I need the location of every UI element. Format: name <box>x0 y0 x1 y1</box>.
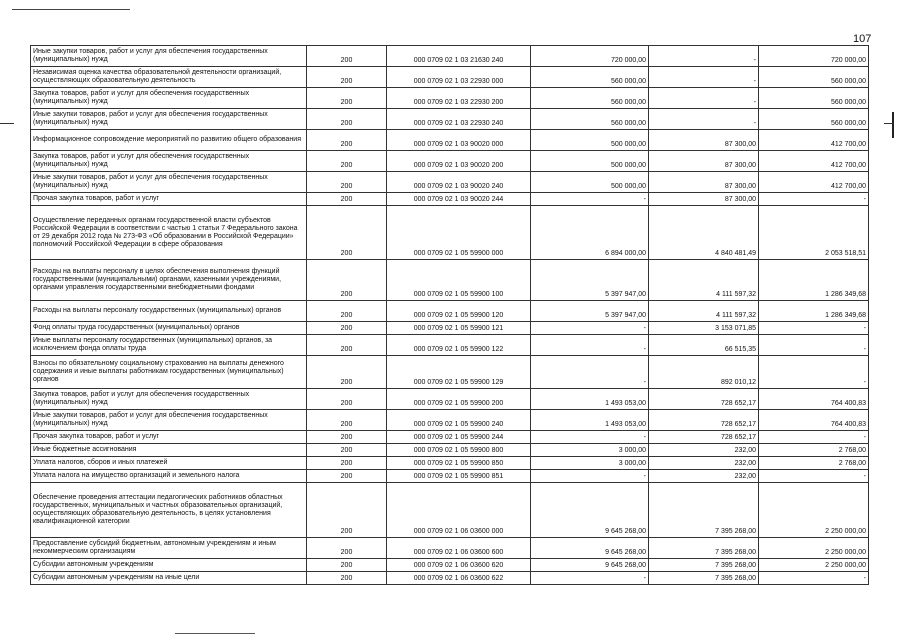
row-admin-code: 200 <box>307 572 387 585</box>
row-approved-amount: - <box>531 356 649 389</box>
margin-mark-right-tick <box>884 123 894 124</box>
row-executed-amount: 7 395 268,00 <box>649 483 759 538</box>
row-approved-amount: 560 000,00 <box>531 88 649 109</box>
row-executed-amount: 87 300,00 <box>649 172 759 193</box>
row-admin-code: 200 <box>307 172 387 193</box>
row-approved-amount: - <box>531 193 649 206</box>
margin-mark-right <box>892 112 894 138</box>
row-unexecuted-amount: 2 250 000,00 <box>759 538 869 559</box>
row-budget-code: 000 0709 02 1 05 59900 120 <box>387 301 531 322</box>
row-name: Иные закупки товаров, работ и услуг для обеспечения государственных (муниципальных) нужд <box>31 172 307 193</box>
row-budget-code: 000 0709 02 1 05 59900 122 <box>387 335 531 356</box>
row-admin-code: 200 <box>307 88 387 109</box>
row-budget-code: 000 0709 02 1 03 22930 240 <box>387 109 531 130</box>
row-approved-amount: 9 645 268,00 <box>531 483 649 538</box>
table-row <box>31 410 869 431</box>
row-name: Фонд оплаты труда государственных (муниципальных) органов <box>31 322 307 335</box>
row-executed-amount: - <box>649 46 759 67</box>
row-admin-code: 200 <box>307 444 387 457</box>
row-budget-code: 000 0709 02 1 05 59900 129 <box>387 356 531 389</box>
row-budget-code: 000 0709 02 1 05 59900 800 <box>387 444 531 457</box>
row-name: Информационное сопровождение мероприятий по развитию общего образования <box>31 130 307 151</box>
table-row <box>31 151 869 172</box>
row-approved-amount: 6 894 000,00 <box>531 206 649 260</box>
row-budget-code: 000 0709 02 1 03 90020 000 <box>387 130 531 151</box>
row-budget-code: 000 0709 02 1 05 59900 850 <box>387 457 531 470</box>
row-unexecuted-amount: - <box>759 335 869 356</box>
row-executed-amount: 66 515,35 <box>649 335 759 356</box>
row-name: Уплата налогов, сборов и иных платежей <box>31 457 307 470</box>
row-unexecuted-amount: 764 400,83 <box>759 389 869 410</box>
row-unexecuted-amount: 720 000,00 <box>759 46 869 67</box>
row-admin-code: 200 <box>307 335 387 356</box>
row-name: Субсидии автономным учреждениям на иные цели <box>31 572 307 585</box>
row-name: Расходы на выплаты персоналу государственных (муниципальных) органов <box>31 301 307 322</box>
row-executed-amount: 232,00 <box>649 457 759 470</box>
row-budget-code: 000 0709 02 1 05 59900 121 <box>387 322 531 335</box>
bottom-rule <box>175 633 255 634</box>
row-unexecuted-amount: - <box>759 193 869 206</box>
row-executed-amount: 87 300,00 <box>649 193 759 206</box>
row-approved-amount: 9 645 268,00 <box>531 559 649 572</box>
row-unexecuted-amount: 2 768,00 <box>759 444 869 457</box>
row-admin-code: 200 <box>307 109 387 130</box>
table-row <box>31 193 869 206</box>
row-admin-code: 200 <box>307 151 387 172</box>
row-executed-amount: 232,00 <box>649 470 759 483</box>
row-approved-amount: 560 000,00 <box>531 109 649 130</box>
row-budget-code: 000 0709 02 1 03 90020 240 <box>387 172 531 193</box>
row-unexecuted-amount: 560 000,00 <box>759 88 869 109</box>
row-name: Иные закупки товаров, работ и услуг для обеспечения государственных (муниципальных) нужд <box>31 46 307 67</box>
row-unexecuted-amount: 1 286 349,68 <box>759 301 869 322</box>
row-approved-amount: - <box>531 572 649 585</box>
row-budget-code: 000 0709 02 1 05 59900 000 <box>387 206 531 260</box>
row-name: Закупка товаров, работ и услуг для обеспечения государственных (муниципальных) нужд <box>31 88 307 109</box>
page-number: 107 <box>853 33 872 45</box>
row-name: Взносы по обязательному социальному страхованию на выплаты денежного содержания и иные выплаты работникам государственных (муниципальных) органов <box>31 356 307 389</box>
row-unexecuted-amount: 2 250 000,00 <box>759 483 869 538</box>
row-unexecuted-amount: 764 400,83 <box>759 410 869 431</box>
row-approved-amount: 5 397 947,00 <box>531 260 649 301</box>
row-approved-amount: - <box>531 431 649 444</box>
row-approved-amount: 1 493 053,00 <box>531 410 649 431</box>
row-admin-code: 200 <box>307 130 387 151</box>
table-row <box>31 206 869 260</box>
row-executed-amount: 728 652,17 <box>649 410 759 431</box>
row-approved-amount: - <box>531 335 649 356</box>
row-name: Осуществление переданных органам государственной власти субъектов Российской Федерации в соответствии с частью 1 статьи 7 Федерального закона от 29 декабря 2012 года № 273-ФЗ «Об образовании в Российской Федерации» полномочий Российской Федерации в сфере образования <box>31 206 307 260</box>
row-approved-amount: 500 000,00 <box>531 151 649 172</box>
row-executed-amount: 7 395 268,00 <box>649 572 759 585</box>
row-budget-code: 000 0709 02 1 03 90020 200 <box>387 151 531 172</box>
budget-table-body <box>31 46 869 585</box>
table-row <box>31 431 869 444</box>
row-approved-amount: - <box>531 470 649 483</box>
row-name: Предоставление субсидий бюджетным, автономным учреждениям и иным некоммерческим организациям <box>31 538 307 559</box>
row-name: Иные закупки товаров, работ и услуг для обеспечения государственных (муниципальных) нужд <box>31 410 307 431</box>
row-executed-amount: 728 652,17 <box>649 389 759 410</box>
row-approved-amount: 3 000,00 <box>531 444 649 457</box>
row-executed-amount: - <box>649 109 759 130</box>
row-approved-amount: 9 645 268,00 <box>531 538 649 559</box>
table-row <box>31 109 869 130</box>
table-row <box>31 572 869 585</box>
row-budget-code: 000 0709 02 1 05 59900 200 <box>387 389 531 410</box>
row-approved-amount: 500 000,00 <box>531 172 649 193</box>
row-admin-code: 200 <box>307 538 387 559</box>
table-row <box>31 322 869 335</box>
row-unexecuted-amount: 412 700,00 <box>759 151 869 172</box>
row-name: Закупка товаров, работ и услуг для обеспечения государственных (муниципальных) нужд <box>31 389 307 410</box>
row-name: Прочая закупка товаров, работ и услуг <box>31 431 307 444</box>
row-budget-code: 000 0709 02 1 06 03600 620 <box>387 559 531 572</box>
row-name: Независимая оценка качества образовательной деятельности организаций, осуществляющих образовательную деятельность <box>31 67 307 88</box>
row-executed-amount: 87 300,00 <box>649 130 759 151</box>
row-admin-code: 200 <box>307 67 387 88</box>
row-approved-amount: 3 000,00 <box>531 457 649 470</box>
row-name: Прочая закупка товаров, работ и услуг <box>31 193 307 206</box>
row-executed-amount: 4 111 597,32 <box>649 301 759 322</box>
table-row <box>31 444 869 457</box>
row-admin-code: 200 <box>307 389 387 410</box>
row-unexecuted-amount: 2 768,00 <box>759 457 869 470</box>
table-row <box>31 301 869 322</box>
row-budget-code: 000 0709 02 1 06 03600 600 <box>387 538 531 559</box>
row-admin-code: 200 <box>307 46 387 67</box>
row-budget-code: 000 0709 02 1 03 22930 200 <box>387 88 531 109</box>
row-admin-code: 200 <box>307 193 387 206</box>
row-budget-code: 000 0709 02 1 06 03600 000 <box>387 483 531 538</box>
row-budget-code: 000 0709 02 1 03 22930 000 <box>387 67 531 88</box>
top-rule <box>12 9 130 10</box>
row-name: Обеспечение проведения аттестации педагогических работников областных государственных, муниципальных и частных образовательных организаций, осуществляющих образовательную деятельность, в целях установления квалификационной категории <box>31 483 307 538</box>
row-unexecuted-amount: 412 700,00 <box>759 172 869 193</box>
table-row <box>31 260 869 301</box>
row-executed-amount: - <box>649 88 759 109</box>
row-unexecuted-amount: 560 000,00 <box>759 109 869 130</box>
row-name: Иные выплаты персоналу государственных (муниципальных) органов, за исключением фонда оплаты труда <box>31 335 307 356</box>
table-row <box>31 470 869 483</box>
row-name: Расходы на выплаты персоналу в целях обеспечения выполнения функций государственными (муниципальными) органами, казенными учреждениями, органами управления государственными внебюджетными фондами <box>31 260 307 301</box>
row-admin-code: 200 <box>307 559 387 572</box>
row-approved-amount: 500 000,00 <box>531 130 649 151</box>
row-executed-amount: 4 840 481,49 <box>649 206 759 260</box>
table-row <box>31 559 869 572</box>
row-executed-amount: 7 395 268,00 <box>649 538 759 559</box>
row-unexecuted-amount: 1 286 349,68 <box>759 260 869 301</box>
row-approved-amount: - <box>531 322 649 335</box>
row-budget-code: 000 0709 02 1 05 59900 244 <box>387 431 531 444</box>
row-name: Иные бюджетные ассигнования <box>31 444 307 457</box>
row-budget-code: 000 0709 02 1 05 59900 240 <box>387 410 531 431</box>
table-row <box>31 130 869 151</box>
row-admin-code: 200 <box>307 457 387 470</box>
row-admin-code: 200 <box>307 260 387 301</box>
row-approved-amount: 5 397 947,00 <box>531 301 649 322</box>
row-executed-amount: 4 111 597,32 <box>649 260 759 301</box>
row-admin-code: 200 <box>307 356 387 389</box>
row-executed-amount: 232,00 <box>649 444 759 457</box>
row-executed-amount: 7 395 268,00 <box>649 559 759 572</box>
table-row <box>31 356 869 389</box>
row-executed-amount: 728 652,17 <box>649 431 759 444</box>
row-approved-amount: 720 000,00 <box>531 46 649 67</box>
row-unexecuted-amount: 2 250 000,00 <box>759 559 869 572</box>
row-unexecuted-amount: 2 053 518,51 <box>759 206 869 260</box>
table-row <box>31 389 869 410</box>
budget-table <box>30 45 869 585</box>
row-executed-amount: 892 010,12 <box>649 356 759 389</box>
row-unexecuted-amount: 560 000,00 <box>759 67 869 88</box>
row-budget-code: 000 0709 02 1 05 59900 851 <box>387 470 531 483</box>
row-name: Уплата налога на имущество организаций и земельного налога <box>31 470 307 483</box>
row-unexecuted-amount: - <box>759 356 869 389</box>
row-admin-code: 200 <box>307 322 387 335</box>
row-unexecuted-amount: - <box>759 322 869 335</box>
row-name: Иные закупки товаров, работ и услуг для обеспечения государственных (муниципальных) нужд <box>31 109 307 130</box>
row-unexecuted-amount: - <box>759 431 869 444</box>
table-row <box>31 457 869 470</box>
row-approved-amount: 1 493 053,00 <box>531 389 649 410</box>
row-admin-code: 200 <box>307 206 387 260</box>
table-row <box>31 483 869 538</box>
margin-mark-left <box>0 123 14 124</box>
table-row <box>31 335 869 356</box>
table-row <box>31 172 869 193</box>
row-executed-amount: - <box>649 67 759 88</box>
row-budget-code: 000 0709 02 1 05 59900 100 <box>387 260 531 301</box>
row-approved-amount: 560 000,00 <box>531 67 649 88</box>
row-admin-code: 200 <box>307 410 387 431</box>
row-admin-code: 200 <box>307 301 387 322</box>
row-budget-code: 000 0709 02 1 03 21630 240 <box>387 46 531 67</box>
row-admin-code: 200 <box>307 470 387 483</box>
row-executed-amount: 87 300,00 <box>649 151 759 172</box>
table-row <box>31 538 869 559</box>
table-row <box>31 88 869 109</box>
row-budget-code: 000 0709 02 1 06 03600 622 <box>387 572 531 585</box>
row-unexecuted-amount: 412 700,00 <box>759 130 869 151</box>
row-unexecuted-amount: - <box>759 572 869 585</box>
row-admin-code: 200 <box>307 431 387 444</box>
table-row <box>31 46 869 67</box>
row-budget-code: 000 0709 02 1 03 90020 244 <box>387 193 531 206</box>
table-row <box>31 67 869 88</box>
row-executed-amount: 3 153 071,85 <box>649 322 759 335</box>
row-name: Субсидии автономным учреждениям <box>31 559 307 572</box>
row-admin-code: 200 <box>307 483 387 538</box>
row-name: Закупка товаров, работ и услуг для обеспечения государственных (муниципальных) нужд <box>31 151 307 172</box>
row-unexecuted-amount: - <box>759 470 869 483</box>
